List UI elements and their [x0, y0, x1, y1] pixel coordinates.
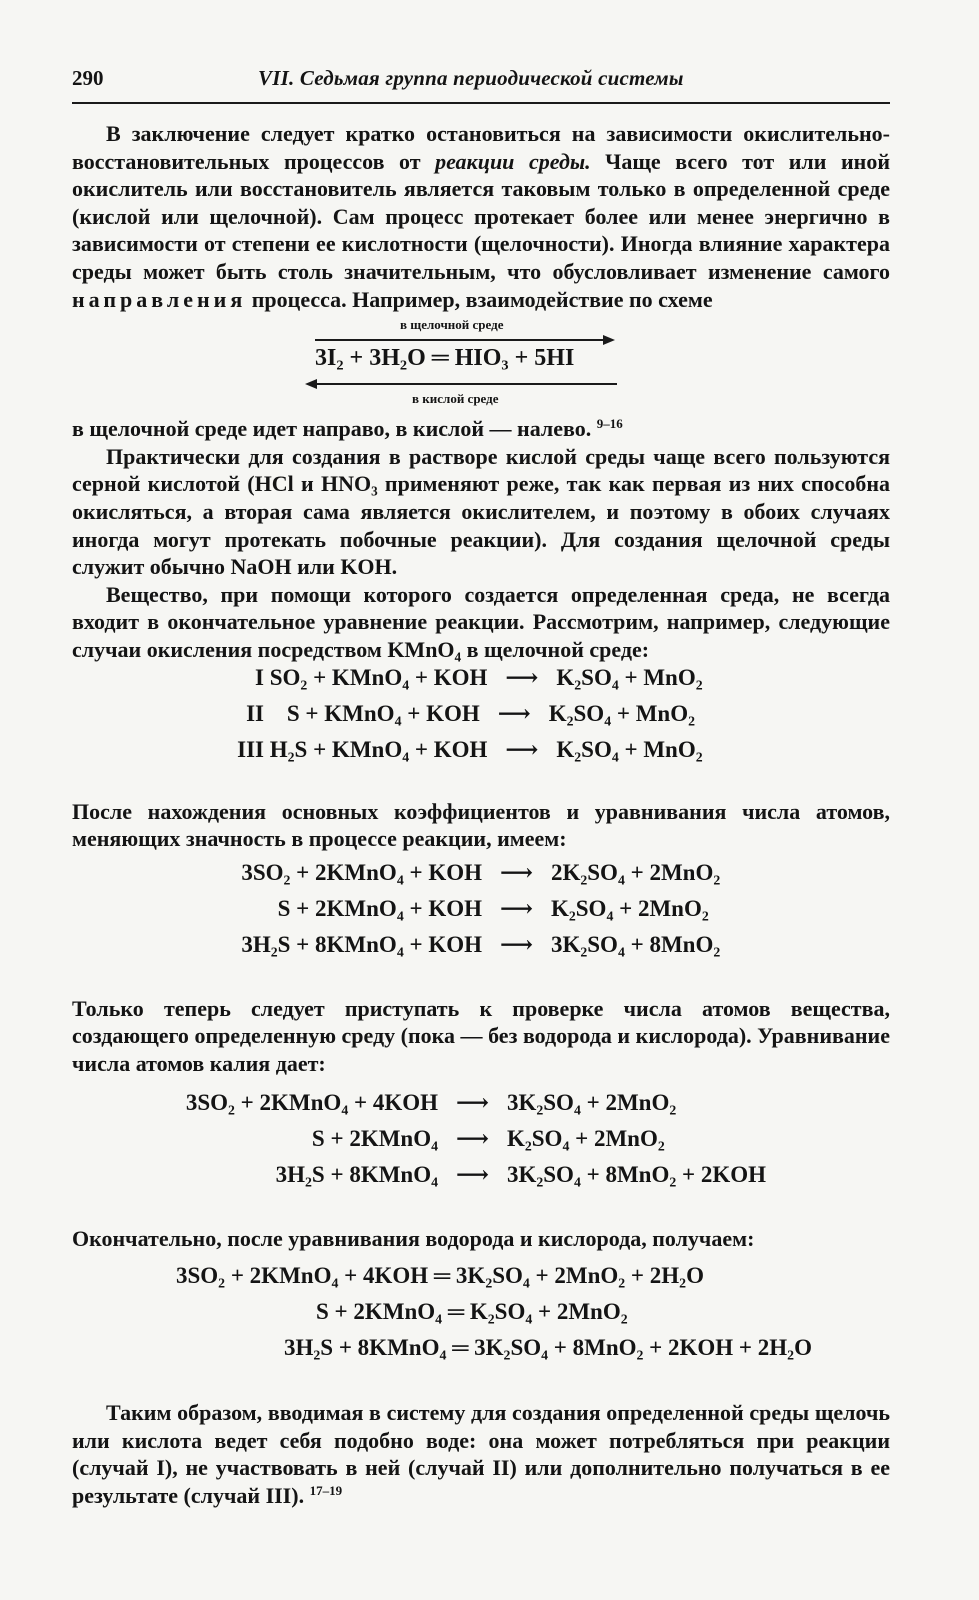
eq-right: 3K₂SO₄ + 2MnO₂ — [506, 1090, 677, 1116]
arrow-icon: ⟶ — [500, 931, 533, 957]
p1-text-c: процесса. Например, взаимодействие по схеме — [246, 286, 713, 312]
page-header — [72, 62, 890, 104]
reference-9-16: 9–16 — [596, 416, 623, 432]
forward-arrow-head-icon — [603, 335, 615, 345]
eq-left: S + 2KMnO₄ — [311, 1126, 438, 1152]
final-equation: S + 2KMnO₄ ═ K₂SO₄ + 2MnO₂ — [316, 1299, 628, 1325]
paragraph-coefficients: После нахождения основных коэффициентов и уравнивания числа атомов, меняющих значность в процессе реакции, имеем: — [72, 798, 890, 852]
reversible-scheme — [72, 317, 890, 449]
arrow-icon: ⟶ — [456, 1126, 489, 1152]
equation-row — [230, 664, 703, 691]
p2-text: в щелочной среде идет направо, в кислой — налево. — [72, 416, 592, 442]
final-equation: 3H₂S + 8KMnO₄ ═ 3K₂SO₄ + 8MnO₂ + 2KOH + 2H₂O — [284, 1335, 812, 1361]
eq-left: 3SO₂ + 2KMnO₄ + 4KOH — [185, 1090, 438, 1116]
p1-emphasis: реакции среды. — [435, 148, 591, 174]
running-title: VII. Седьмая группа периодической системы — [258, 66, 684, 90]
final-equation: 3SO₂ + 2KMnO₄ + 4KOH ═ 3K₂SO₄ + 2MnO₂ + 2H₂O — [176, 1263, 704, 1289]
eq-right: 3K₂SO₄ + 8MnO₂ + 2KOH — [506, 1162, 767, 1188]
equation-set-3 — [72, 1089, 890, 1197]
arrow-icon: ⟶ — [497, 700, 531, 726]
arrow-icon: ⟶ — [456, 1162, 489, 1188]
case-number: III — [237, 736, 264, 762]
eq-left: 3H₂S + 8KMnO₄ + KOH — [241, 931, 482, 957]
eq-right: K₂SO₄ + MnO₂ — [548, 700, 695, 726]
eq-left: S + KMnO₄ + KOH — [286, 700, 480, 726]
reverse-arrow-head-icon — [305, 379, 317, 389]
paragraph-examples: Вещество, при помощи которого создается определенная среда, не всегда входит в окончательное уравнение реакции. Рассмотрим, например, следующие случаи окисления посредством KMnO₄ в щелочной среде: — [72, 581, 890, 662]
paragraph-verification: Только теперь следует приступать к проверке числа атомов вещества, создающего определенную среду (пока — без водорода и кислорода). Уравнивание числа атомов калия дает: — [72, 995, 890, 1076]
eq-right: K₂SO₄ + 2MnO₂ — [506, 1126, 665, 1152]
reverse-arrow-line — [315, 383, 617, 385]
paragraph-acid-medium: Практически для создания в растворе кислой среды чаще всего пользуются серной кислотой (HCl и HNO₃ применяют реже, так как первая из них способна окисляться, а вторая сама является окислителем, и поэтому в обоих случаях иногда могут протекать побочные реакции). Для создания щелочной среды служит обычно NaOH или KOH. — [72, 443, 890, 580]
page-body — [72, 120, 890, 1509]
eq-right: K₂SO₄ + 2MnO₂ — [550, 895, 709, 921]
eq-right: K₂SO₄ + MnO₂ — [556, 736, 703, 762]
arrow-icon: ⟶ — [500, 895, 533, 921]
eq-right: K₂SO₄ + MnO₂ — [556, 664, 703, 690]
reference-17-19: 17–19 — [309, 1482, 343, 1498]
equation-row — [214, 895, 709, 922]
arrow-icon: ⟶ — [456, 1090, 489, 1116]
equation-row — [158, 1125, 665, 1152]
scheme-equation: 3I₂ + 3H₂O ═ HIO₃ + 5HI — [315, 345, 575, 372]
arrow-icon: ⟶ — [505, 664, 539, 690]
eq-left: H₂S + KMnO₄ + KOH — [269, 736, 488, 762]
p1-text-b: Чаще всего тот или иной окислитель или восстановитель является таковым только в определенной среде (кислой или щелочной). Сам процесс протекает более или менее энергично в зависимости от степени ее кислотности (щелочности). Иногда влияние характера среды может быть столь значительным, что обусловливает изменение самого — [72, 148, 890, 284]
paragraph-conclusion — [72, 1399, 890, 1509]
arrow-icon: ⟶ — [500, 859, 533, 885]
eq-right: 2K₂SO₄ + 2MnO₂ — [550, 859, 721, 885]
equation-set-4 — [72, 1263, 890, 1373]
forward-arrow-line — [315, 339, 605, 341]
equation-set-2 — [72, 859, 890, 969]
paragraph-intro — [72, 120, 890, 313]
eq-left: 3H₂S + 8KMnO₄ — [275, 1162, 438, 1188]
scheme-top-label: в щелочной среде — [400, 317, 504, 333]
paragraph-final: Окончательно, после уравнивания водорода и кислорода, получаем: — [72, 1226, 755, 1252]
eq-left: 3SO₂ + 2KMnO₄ + KOH — [241, 859, 482, 885]
case-number: II — [246, 700, 264, 726]
equation-row — [158, 1161, 766, 1188]
eq-right: 3K₂SO₄ + 8MnO₂ — [550, 931, 721, 957]
equation-row — [158, 1089, 676, 1116]
eq-left: S + 2KMnO₄ + KOH — [277, 895, 482, 921]
equation-row — [214, 859, 720, 886]
p8-text: Таким образом, вводимая в систему для создания определенной среды щелочь или кислота ведет себя подобно воде: она может потребляться при реакции (случай I), не участвовать в ней (случай II) или дополнительно получаться в ее результате (случай III). — [72, 1400, 890, 1508]
eq-left: SO₂ + KMnO₄ + KOH — [269, 664, 488, 690]
page-number: 290 — [72, 66, 104, 90]
p1-spaced-word: направления — [72, 286, 247, 312]
equation-row — [230, 700, 695, 727]
case-number: I — [255, 664, 264, 690]
equation-row — [214, 931, 720, 958]
equation-set-1 — [72, 664, 890, 772]
p1-text-a: В заключение следует кратко остановиться на зависимости окислительно-восстановительных процессов от — [72, 121, 890, 174]
scheme-bottom-label: в кислой среде — [412, 391, 499, 407]
arrow-icon: ⟶ — [505, 736, 539, 762]
equation-row — [230, 736, 703, 763]
